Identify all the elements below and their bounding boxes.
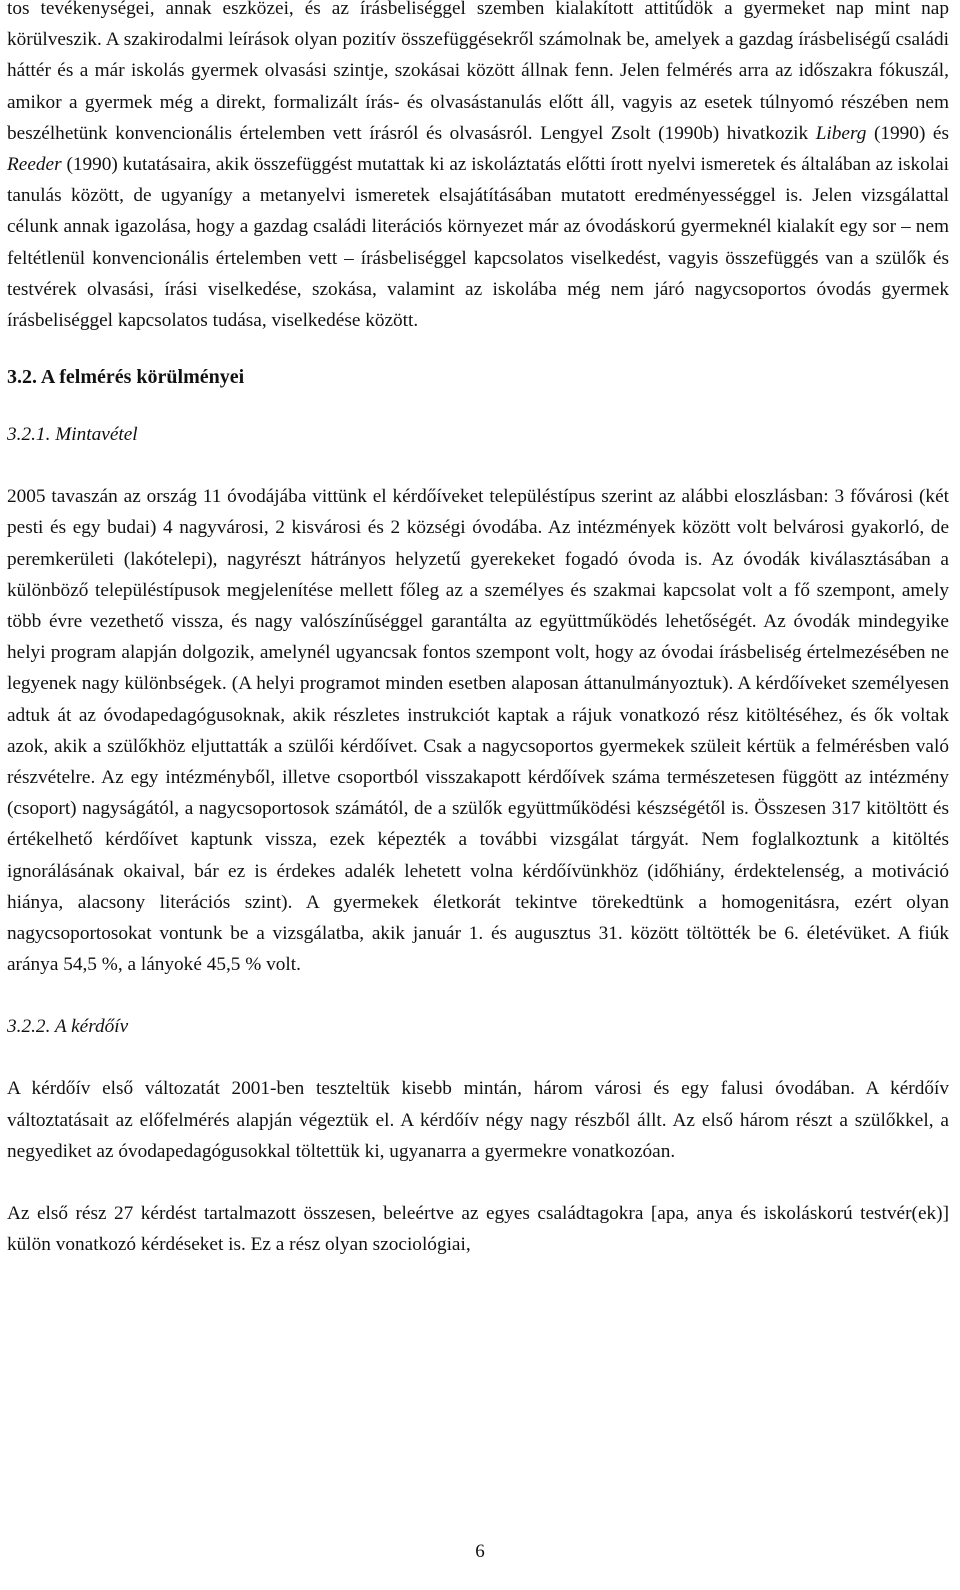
- page-number: 6: [475, 1541, 485, 1562]
- subsection-heading-questionnaire: 3.2.2. A kérdőív: [7, 1016, 129, 1038]
- intro-text-3: (1990) kutatásaira, akik összefüggést mutattak ki az iskoláztatás előtti írott nyelvi ismeretek és általában az iskolai tanulás között, de ugyanígy a metanyelvi ismeretek elsajátításában mutatott eredményességgel is. Jelen vizsgálattal célunk annak igazolása, hogy a gazdag családi literációs környezet már az óvodáskorú gyermeknél kialakít egy sor – nem feltétlenül konvencionális értelemben vett – írásbeliséggel kapcsolatos viselkedést, vagyis összefüggés van a szülők és testvérek olvasási, írási viselkedése, szokása, valamint az iskolába még nem járó nagycsoportos óvodás gyermek írásbeliséggel kapcsolatos tudása, viselkedése között.: [7, 154, 949, 332]
- section-heading: 3.2. A felmérés körülményei: [7, 366, 245, 389]
- sampling-paragraph: 2005 tavaszán az ország 11 óvodájába vittünk el kérdőíveket településtípus szerint az alábbi eloszlásban: 3 fővárosi (két pesti és egy budai) 4 nagyvárosi, 2 kisvárosi és 2 községi óvodába. Az intézmények között volt belvárosi gyakorló, de peremkerületi (lakótelepi), nagyrészt hátrányos helyzetű gyerekeket fogadó óvoda is. Az óvodák kiválasztásában a különböző településtípusok megjelenítése mellett főleg az a személyes és szakmai kapcsolat volt a fő szempont, amely több évre vezethető vissza, és nagy valószínűséggel garantálta az együttműködés lehetőségét. Az óvodák mindegyike helyi program alapján dolgozik, amelynél ugyancsak fontos szempont volt, hogy az óvodai írásbeliség értelmezésében ne legyenek nagy különbségek. (A helyi programot minden esetben alaposan áttanulmányoztuk). A kérdőíveket személyesen adtuk át az óvodapedagógusoknak, akik részletes instrukciót kaptak a rájuk vonatkozó rész kitöltéséhez, és ők voltak azok, akik a szülőkhöz eljuttatták a szülői kérdőívet. Csak a nagycsoportos gyermekek szüleit kértük a felmérésben való részvételre. Az egy intézményből, illetve csoportból visszakapott kérdőívek száma természetesen függött az intézmény (csoport) nagyságától, a nagycsoportosok számától, de a szülők együttműködési készségétől is. Összesen 317 kitöltött és értékelhető kérdőívet kaptunk vissza, ezek képezték a további vizsgálat tárgyát. Nem foglalkoztunk a kitöltés ignorálásának okaival, bár ez is érdekes adalék lehetett volna kérdőívünkhöz (időhiány, érdektelenség, a motiváció hiánya, alacsony literációs szint). A gyermekek életkorát tekintve törekedtünk a homogenitásra, ezért olyan nagycsoportosokat vontunk be a vizsgálatba, akik január 1. és augusztus 31. között töltötték be 6. életévüket. A fiúk aránya 54,5 %, a lányoké 45,5 % volt.: [7, 486, 949, 976]
- author-name-liberg: Liberg: [815, 122, 867, 144]
- questionnaire-paragraph-1: A kérdőív első változatát 2001-ben teszteltük kisebb mintán, három városi és egy falusi óvodában. A kérdőív változtatásait az előfelmérés alapján végeztük el. A kérdőív négy nagy részből állt. Az első három részt a szülőkkel, a negyediket az óvodapedagógusokkal töltettük ki, ugyanarra a gyermekre vonatkozóan.: [7, 1078, 949, 1162]
- intro-text-2: (1990) és: [866, 122, 949, 144]
- intro-paragraph: [7, 0, 949, 336]
- questionnaire-paragraph-2: Az első rész 27 kérdést tartalmazott összesen, beleértve az egyes családtagokra [apa, anya és iskoláskorú testvér(ek)] külön vonatkozó kérdéseket is. Ez a rész olyan szociológiai,: [7, 1203, 949, 1256]
- intro-text-1: tos tevékenységei, annak eszközei, és az írásbeliséggel szemben kialakított attitűdök a gyermeket nap mint nap körülveszik. A szakirodalmi leírások olyan pozitív összefüggésekről számolnak be, amelyek a gazdag írásbeliségű családi háttér és a már iskolás gyermek olvasási szintje, szokásai között állnak fenn. Jelen felmérés arra az időszakra fókuszál, amikor a gyermek még a direkt, formalizált írás- és olvasástanulás előtt áll, vagyis az esetek túlnyomó részében nem beszélhetünk konvencionális értelemben vett írásról és olvasásról. Lengyel Zsolt (1990b) hivatkozik: [7, 0, 949, 144]
- document-page: [7, 0, 949, 1261]
- author-name-reeder: Reeder: [7, 154, 62, 176]
- subsection-heading-sampling: 3.2.1. Mintavétel: [7, 424, 138, 446]
